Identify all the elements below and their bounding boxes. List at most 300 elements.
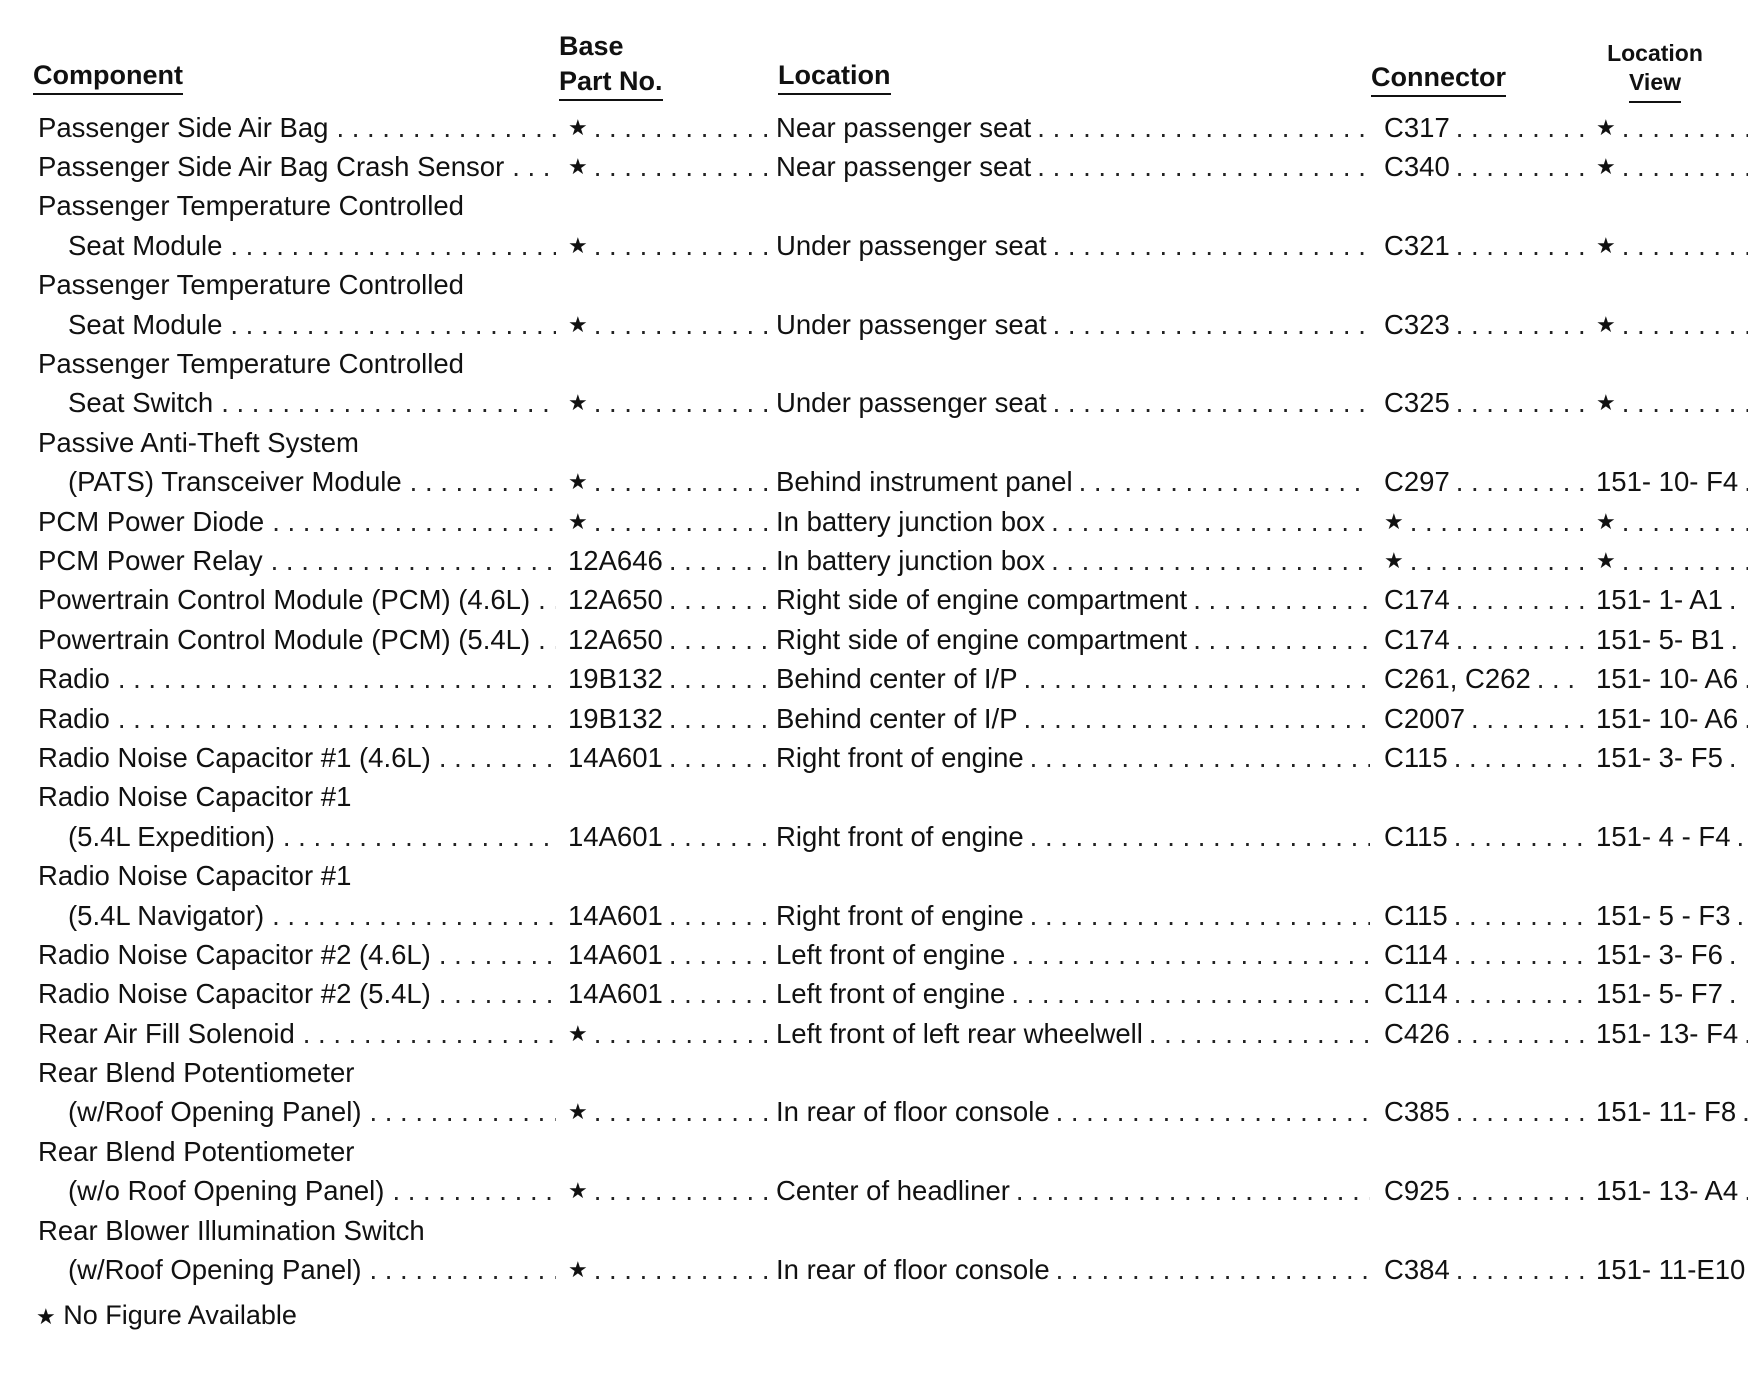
location-view-cell-text: 151- 3- F6	[1584, 939, 1729, 971]
table-row	[38, 778, 1748, 817]
table-row	[38, 226, 1748, 265]
connector-cell-text: C384	[1370, 1254, 1456, 1286]
connector-cell-text: C2007	[1370, 703, 1471, 735]
header-location-view-bottom: View	[1629, 69, 1681, 103]
component-cell-text: Powertrain Control Module (PCM) (5.4L)	[38, 624, 538, 656]
dot-leader	[1454, 821, 1600, 853]
connector-cell	[1370, 305, 1600, 344]
dot-leader	[1737, 900, 1748, 932]
part-number-cell-text: ★	[556, 1099, 594, 1125]
table-row	[38, 659, 1748, 698]
dot-leader	[1456, 1096, 1600, 1128]
component-cell-text: PCM Power Diode	[38, 506, 272, 538]
dot-leader	[1622, 309, 1748, 341]
dot-leader	[283, 821, 556, 853]
dot-leader	[1742, 1096, 1748, 1128]
dot-leader	[1744, 663, 1748, 695]
location-cell	[776, 659, 1388, 698]
dot-leader	[1456, 230, 1600, 262]
component-cell-text: Rear Blower Illumination Switch	[38, 1215, 433, 1247]
component-cell-text: Radio Noise Capacitor #2 (5.4L)	[38, 978, 439, 1010]
dot-leader	[439, 742, 556, 774]
part-number-cell-text: ★	[556, 390, 594, 416]
location-cell-text: Under passenger seat	[776, 309, 1053, 341]
connector-cell	[1370, 1053, 1600, 1092]
component-cell-text: (w/Roof Opening Panel)	[38, 1096, 370, 1128]
dot-leader	[1622, 387, 1748, 419]
component-cell	[38, 1014, 556, 1053]
dot-leader	[221, 387, 556, 419]
component-cell	[38, 147, 556, 186]
connector-cell-text: ★	[1370, 548, 1410, 574]
connector-cell	[1370, 226, 1600, 265]
component-cell	[38, 738, 556, 777]
dot-leader	[272, 900, 556, 932]
component-cell-text: Rear Blend Potentiometer	[38, 1057, 362, 1089]
header-connector-label: Connector	[1371, 62, 1506, 97]
table-row	[38, 502, 1748, 541]
table-row	[38, 344, 1748, 383]
dot-leader	[392, 1175, 556, 1207]
component-cell	[38, 896, 556, 935]
location-cell-text: Behind center of I/P	[776, 663, 1024, 695]
location-cell-text: In battery junction box	[776, 545, 1051, 577]
component-cell	[38, 187, 556, 226]
table-row	[38, 108, 1748, 147]
part-number-cell-text: 14A601	[556, 900, 669, 932]
table-row	[38, 975, 1748, 1014]
dot-leader	[439, 978, 556, 1010]
location-cell-text: Under passenger seat	[776, 230, 1053, 262]
connector-cell	[1370, 423, 1600, 462]
table-row	[38, 896, 1748, 935]
location-view-cell-text: 151- 11- F8	[1584, 1096, 1742, 1128]
location-view-cell-text: 151- 13- F4	[1584, 1018, 1744, 1050]
component-cell	[38, 817, 556, 856]
dot-leader	[1016, 1175, 1388, 1207]
component-cell-text: (5.4L Navigator)	[38, 900, 272, 932]
dot-leader	[1011, 939, 1388, 971]
dot-leader	[1729, 584, 1748, 616]
location-cell	[776, 778, 1388, 817]
table-row	[38, 1014, 1748, 1053]
component-cell	[38, 1172, 556, 1211]
dot-leader	[118, 663, 556, 695]
location-view-cell	[1584, 935, 1748, 974]
component-cell	[38, 1132, 556, 1171]
component-cell	[38, 541, 556, 580]
location-view-cell-text: 151- 5- F7	[1584, 978, 1729, 1010]
dot-leader	[1030, 821, 1388, 853]
component-cell-text: Radio	[38, 703, 118, 735]
connector-cell-text: C297	[1370, 466, 1456, 498]
dot-leader	[1737, 821, 1748, 853]
dot-leader	[439, 939, 556, 971]
component-cell	[38, 1250, 556, 1289]
connector-cell	[1370, 541, 1600, 580]
part-number-cell-text: ★	[556, 509, 594, 535]
dot-leader	[1056, 1096, 1388, 1128]
dot-leader	[1193, 624, 1388, 656]
part-number-cell-text: ★	[556, 154, 594, 180]
connector-cell	[1370, 738, 1600, 777]
component-cell-text: Rear Blend Potentiometer	[38, 1136, 362, 1168]
connector-cell	[1370, 108, 1600, 147]
connector-cell	[1370, 1172, 1600, 1211]
location-cell-text: Right front of engine	[776, 742, 1030, 774]
component-cell-text: Seat Module	[38, 309, 230, 341]
location-view-cell	[1584, 581, 1748, 620]
location-cell	[776, 1250, 1388, 1289]
location-view-cell	[1584, 659, 1748, 698]
dot-leader	[1730, 624, 1748, 656]
location-cell	[776, 620, 1388, 659]
location-view-cell	[1584, 502, 1748, 541]
table-row	[38, 147, 1748, 186]
connector-cell-text: C323	[1370, 309, 1456, 341]
connector-cell	[1370, 187, 1600, 226]
connector-cell	[1370, 896, 1600, 935]
connector-cell	[1370, 699, 1600, 738]
connector-cell-text: C317	[1370, 112, 1456, 144]
component-cell	[38, 659, 556, 698]
location-cell-text: In rear of floor console	[776, 1096, 1056, 1128]
location-view-cell-text: ★	[1584, 312, 1622, 338]
dot-leader	[1471, 703, 1600, 735]
table-row	[38, 1250, 1748, 1289]
location-cell-text: Left front of left rear wheelwell	[776, 1018, 1149, 1050]
dot-leader	[1622, 112, 1748, 144]
location-cell	[776, 1132, 1388, 1171]
dot-leader	[1456, 387, 1600, 419]
location-view-cell	[1584, 1093, 1748, 1132]
dot-leader	[1053, 230, 1388, 262]
table-row	[38, 620, 1748, 659]
connector-cell-text: C325	[1370, 387, 1456, 419]
location-view-cell	[1584, 1014, 1748, 1053]
dot-leader	[1456, 1254, 1600, 1286]
location-view-cell	[1584, 1172, 1748, 1211]
connector-cell-text: C925	[1370, 1175, 1456, 1207]
table-row	[38, 541, 1748, 580]
location-view-cell	[1584, 620, 1748, 659]
location-view-cell	[1584, 423, 1748, 462]
component-cell-text: PCM Power Relay	[38, 545, 271, 577]
location-view-cell	[1584, 384, 1748, 423]
connector-cell	[1370, 463, 1600, 502]
location-cell-text: Behind instrument panel	[776, 466, 1079, 498]
table-row	[38, 1172, 1748, 1211]
location-view-cell	[1584, 463, 1748, 502]
dot-leader	[1051, 545, 1388, 577]
table-row	[38, 266, 1748, 305]
table-row	[38, 738, 1748, 777]
table-row	[38, 423, 1748, 462]
location-cell	[776, 817, 1388, 856]
location-view-cell-text: ★	[1584, 390, 1622, 416]
dot-leader	[271, 545, 556, 577]
header-base-part-bottom: Part No.	[559, 66, 663, 101]
location-view-cell	[1584, 1053, 1748, 1092]
location-cell	[776, 856, 1388, 895]
component-cell-text: Passenger Side Air Bag Crash Sensor	[38, 151, 512, 183]
connector-cell-text: C261, C262	[1370, 663, 1537, 695]
component-cell-text: Radio Noise Capacitor #1	[38, 860, 359, 892]
component-cell-text: Passenger Temperature Controlled	[38, 348, 472, 380]
connector-cell-text: C385	[1370, 1096, 1456, 1128]
location-view-cell	[1584, 1211, 1748, 1250]
dot-leader	[1193, 584, 1388, 616]
location-view-cell	[1584, 541, 1748, 580]
table-row	[38, 817, 1748, 856]
location-cell	[776, 738, 1388, 777]
component-cell	[38, 1093, 556, 1132]
location-cell	[776, 1211, 1388, 1250]
header-component	[33, 62, 183, 89]
location-cell-text: Near passenger seat	[776, 112, 1037, 144]
location-view-cell-text: ★	[1584, 154, 1622, 180]
dot-leader	[1024, 663, 1388, 695]
dot-leader	[1056, 1254, 1388, 1286]
location-view-cell-text: 151- 10- A6	[1584, 703, 1744, 735]
component-cell	[38, 384, 556, 423]
dot-leader	[1037, 112, 1388, 144]
component-cell-text: (PATS) Transceiver Module	[38, 466, 410, 498]
location-cell	[776, 344, 1388, 383]
component-cell	[38, 1053, 556, 1092]
star-icon: ★	[36, 1304, 56, 1329]
component-cell	[38, 699, 556, 738]
component-cell-text: Seat Module	[38, 230, 230, 262]
dot-leader	[1410, 506, 1600, 538]
location-view-cell-text: 151- 10- F4	[1584, 466, 1744, 498]
part-number-cell-text: ★	[556, 1257, 594, 1283]
location-view-cell	[1584, 896, 1748, 935]
table-row	[38, 856, 1748, 895]
dot-leader	[1729, 939, 1748, 971]
dot-leader	[336, 112, 556, 144]
dot-leader	[538, 584, 556, 616]
dot-leader	[1744, 466, 1748, 498]
dot-leader	[230, 309, 556, 341]
dot-leader	[1011, 978, 1388, 1010]
location-view-cell	[1584, 975, 1748, 1014]
location-view-cell-text: ★	[1584, 233, 1622, 259]
connector-cell-text: C115	[1370, 742, 1454, 774]
dot-leader	[1030, 900, 1388, 932]
location-view-cell-text: 151- 10- A6	[1584, 663, 1744, 695]
location-cell	[776, 1014, 1388, 1053]
component-cell	[38, 935, 556, 974]
location-cell	[776, 187, 1388, 226]
connector-cell-text: C115	[1370, 900, 1454, 932]
table-row	[38, 935, 1748, 974]
dot-leader	[1456, 1175, 1600, 1207]
header-location-view-top: Location	[1607, 40, 1703, 66]
part-number-cell-text: 12A650	[556, 584, 669, 616]
component-cell-text: Passenger Temperature Controlled	[38, 190, 472, 222]
connector-cell	[1370, 659, 1600, 698]
dot-leader	[1744, 1175, 1748, 1207]
dot-leader	[1622, 545, 1748, 577]
part-number-cell-text: 14A601	[556, 939, 669, 971]
location-view-cell-text: 151- 11-E10	[1584, 1254, 1748, 1286]
connector-cell	[1370, 1250, 1600, 1289]
location-cell	[776, 1053, 1388, 1092]
header-location-label: Location	[778, 60, 891, 95]
location-cell-text: In battery junction box	[776, 506, 1051, 538]
location-cell-text: Right side of engine compartment	[776, 624, 1193, 656]
component-cell	[38, 305, 556, 344]
component-cell-text: Radio Noise Capacitor #1	[38, 781, 359, 813]
dot-leader	[230, 230, 556, 262]
location-cell	[776, 699, 1388, 738]
dot-leader	[1744, 703, 1748, 735]
dot-leader	[1053, 387, 1388, 419]
table-row	[38, 1053, 1748, 1092]
component-cell	[38, 423, 556, 462]
location-cell-text: Behind center of I/P	[776, 703, 1024, 735]
location-cell	[776, 147, 1388, 186]
location-view-cell-text: 151- 5- B1	[1584, 624, 1730, 656]
component-cell-text: Passenger Side Air Bag	[38, 112, 336, 144]
component-cell	[38, 502, 556, 541]
table-row	[38, 384, 1748, 423]
location-cell	[776, 581, 1388, 620]
location-view-cell	[1584, 1132, 1748, 1171]
footnote	[36, 1300, 297, 1331]
connector-cell-text: ★	[1370, 509, 1410, 535]
dot-leader	[1729, 978, 1748, 1010]
component-cell	[38, 975, 556, 1014]
part-number-cell-text: ★	[556, 115, 594, 141]
location-cell	[776, 463, 1388, 502]
component-cell	[38, 581, 556, 620]
component-cell-text: (w/Roof Opening Panel)	[38, 1254, 370, 1286]
header-base-part-top: Base	[559, 31, 624, 61]
dot-leader	[1456, 1018, 1600, 1050]
location-cell	[776, 423, 1388, 462]
component-cell	[38, 463, 556, 502]
part-number-cell-text: ★	[556, 1178, 594, 1204]
table-row	[38, 1211, 1748, 1250]
part-number-cell-text: ★	[556, 1021, 594, 1047]
connector-cell-text: C174	[1370, 584, 1456, 616]
dot-leader	[1744, 1018, 1748, 1050]
component-cell-text: Rear Air Fill Solenoid	[38, 1018, 303, 1050]
component-cell-text: (w/o Roof Opening Panel)	[38, 1175, 392, 1207]
part-number-cell-text: ★	[556, 233, 594, 259]
header-component-label: Component	[33, 60, 183, 95]
location-view-cell	[1584, 226, 1748, 265]
dot-leader	[1454, 900, 1600, 932]
connector-cell	[1370, 620, 1600, 659]
dot-leader	[1079, 466, 1388, 498]
location-view-cell-text: ★	[1584, 548, 1622, 574]
location-cell	[776, 541, 1388, 580]
location-view-cell-text: ★	[1584, 509, 1622, 535]
location-view-cell	[1584, 1250, 1748, 1289]
dot-leader	[370, 1096, 557, 1128]
location-cell-text: Right side of engine compartment	[776, 584, 1193, 616]
connector-cell	[1370, 581, 1600, 620]
location-cell	[776, 384, 1388, 423]
component-cell	[38, 108, 556, 147]
location-cell-text: Right front of engine	[776, 900, 1030, 932]
location-cell	[776, 975, 1388, 1014]
dot-leader	[1024, 703, 1388, 735]
component-cell	[38, 344, 556, 383]
location-view-cell-text: ★	[1584, 115, 1622, 141]
dot-leader	[303, 1018, 556, 1050]
connector-cell	[1370, 856, 1600, 895]
location-view-cell-text: 151- 5 - F3	[1584, 900, 1737, 932]
location-cell-text: Left front of engine	[776, 939, 1011, 971]
header-base-part-no	[559, 33, 663, 95]
location-view-cell	[1584, 817, 1748, 856]
connector-cell	[1370, 975, 1600, 1014]
dot-leader	[1456, 624, 1600, 656]
location-cell	[776, 305, 1388, 344]
table-row	[38, 1132, 1748, 1171]
connector-cell	[1370, 344, 1600, 383]
connector-cell	[1370, 1211, 1600, 1250]
location-view-cell	[1584, 266, 1748, 305]
location-view-cell	[1584, 738, 1748, 777]
dot-leader	[1454, 939, 1600, 971]
location-cell	[776, 266, 1388, 305]
location-view-cell-text: 151- 1- A1	[1584, 584, 1729, 616]
component-cell-text: Radio Noise Capacitor #1 (4.6L)	[38, 742, 439, 774]
part-number-cell-text: ★	[556, 469, 594, 495]
location-view-cell-text: 151- 3- F5	[1584, 742, 1729, 774]
header-location-view	[1600, 42, 1710, 94]
location-cell	[776, 935, 1388, 974]
location-view-cell-text: 151- 13- A4	[1584, 1175, 1744, 1207]
component-cell	[38, 620, 556, 659]
location-cell-text: Left front of engine	[776, 978, 1011, 1010]
component-cell-text: Radio	[38, 663, 118, 695]
table-row	[38, 581, 1748, 620]
dot-leader	[1622, 230, 1748, 262]
dot-leader	[1729, 742, 1748, 774]
location-cell	[776, 1093, 1388, 1132]
dot-leader	[1053, 309, 1388, 341]
dot-leader	[410, 466, 556, 498]
connector-cell-text: C321	[1370, 230, 1456, 262]
location-cell	[776, 896, 1388, 935]
location-view-cell-text: 151- 4 - F4	[1584, 821, 1737, 853]
dot-leader	[118, 703, 556, 735]
connector-cell-text: C115	[1370, 821, 1454, 853]
table-row	[38, 699, 1748, 738]
part-number-cell-text: 19B132	[556, 663, 669, 695]
location-cell-text: Right front of engine	[776, 821, 1030, 853]
connector-cell	[1370, 778, 1600, 817]
connector-cell-text: C174	[1370, 624, 1456, 656]
table-body	[38, 108, 1748, 1290]
connector-cell-text: C114	[1370, 978, 1454, 1010]
part-number-cell-text: 12A650	[556, 624, 669, 656]
location-view-cell	[1584, 699, 1748, 738]
dot-leader	[1456, 309, 1600, 341]
location-view-cell	[1584, 344, 1748, 383]
dot-leader	[1622, 151, 1748, 183]
location-view-cell	[1584, 147, 1748, 186]
location-cell-text: Under passenger seat	[776, 387, 1053, 419]
dot-leader	[1456, 112, 1600, 144]
dot-leader	[512, 151, 556, 183]
